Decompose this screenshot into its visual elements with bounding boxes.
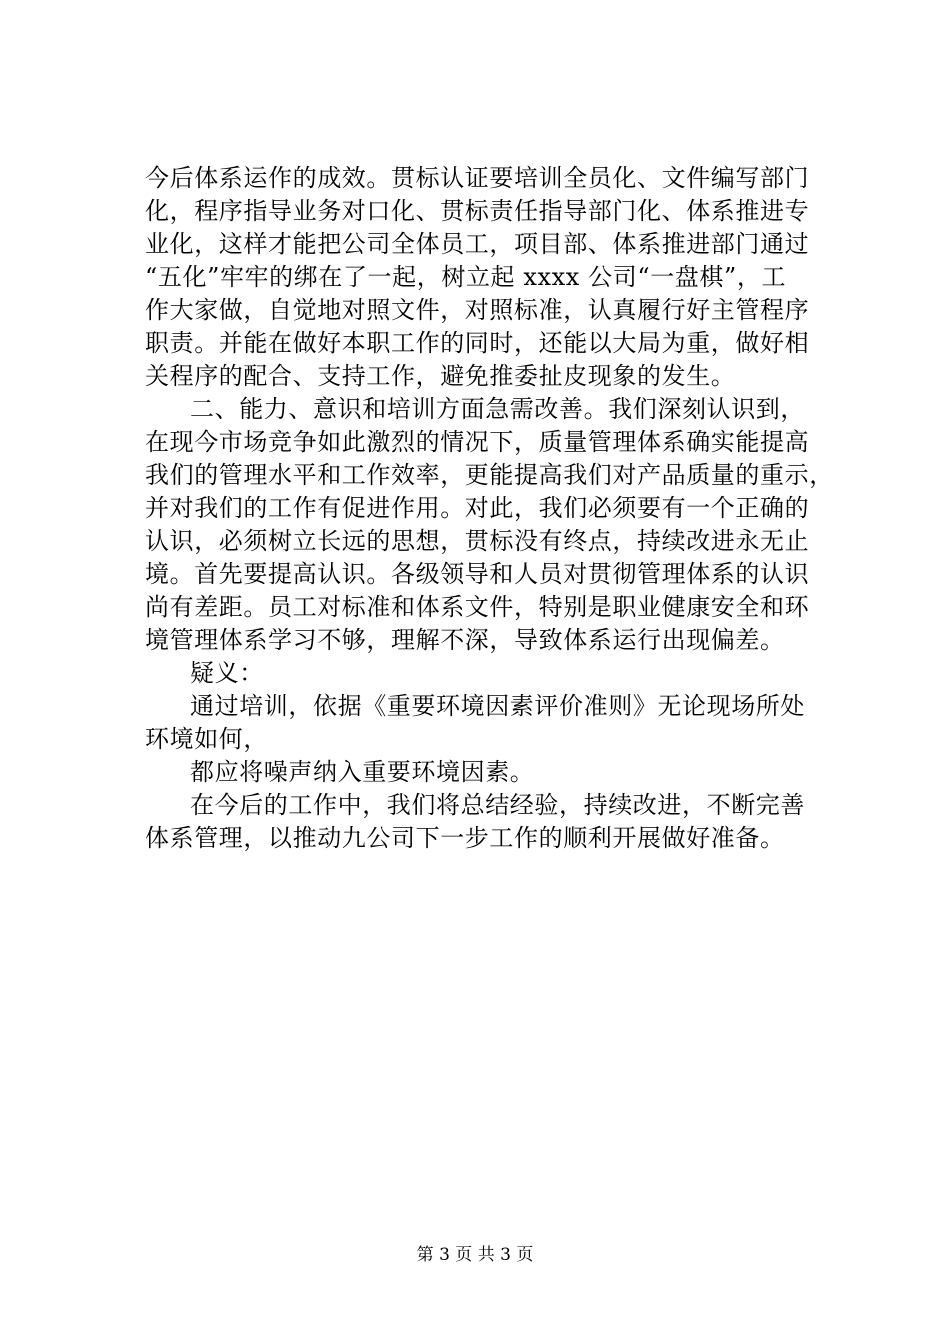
document-body <box>145 162 835 855</box>
question-label: 疑义： <box>190 659 264 687</box>
text-line: 我们的管理水平和工作效率，更能提高我们对产品质量的重示， <box>145 461 834 489</box>
text-line: 通过培训，依据《重要环境因素评价准则》无论现场所处 <box>190 692 805 720</box>
page-number-footer: 第 3 页 共 3 页 <box>416 1245 534 1265</box>
text-line: 境管理体系学习不够，理解不深，导致体系运行出现偏差。 <box>145 626 785 654</box>
text-line: 环境如何， <box>145 725 268 753</box>
section-heading-line: 二、能力、意识和培训方面急需改善。我们深刻认识到， <box>190 395 805 423</box>
text-line: 体系管理，以推动九公司下一步工作的顺利开展做好准备。 <box>145 824 785 852</box>
text-line: 尚有差距。员工对标准和体系文件，特别是职业健康安全和环 <box>145 593 810 621</box>
text-line: 认识，必须树立长远的思想，贯标没有终点，持续改进永无止 <box>145 527 810 555</box>
text-line: 业化，这样才能把公司全体员工，项目部、体系推进部门通过 <box>145 230 810 258</box>
text-line: “五化”牢牢的绑在了一起，树立起 xxxx 公司“一盘棋”，工 <box>145 263 787 291</box>
text-line: 并对我们的工作有促进作用。对此，我们必须要有一个正确的 <box>145 494 810 522</box>
text-line: 职责。并能在做好本职工作的同时，还能以大局为重，做好相 <box>145 329 810 357</box>
text-line: 化，程序指导业务对口化、贯标责任指导部门化、体系推进专 <box>145 197 810 225</box>
text-line: 作大家做，自觉地对照文件，对照标准，认真履行好主管程序 <box>145 296 810 324</box>
text-line: 在今后的工作中，我们将总结经验，持续改进，不断完善 <box>190 791 805 819</box>
text-line: 今后体系运作的成效。贯标认证要培训全员化、文件编写部门 <box>145 164 810 192</box>
text-line: 关程序的配合、支持工作，避免推委扯皮现象的发生。 <box>145 362 736 390</box>
text-line: 境。首先要提高认识。各级领导和人员对贯彻管理体系的认识 <box>145 560 810 588</box>
text-line: 都应将噪声纳入重要环境因素。 <box>190 758 535 786</box>
text-line: 在现今市场竞争如此激烈的情况下，质量管理体系确实能提高 <box>145 428 810 456</box>
